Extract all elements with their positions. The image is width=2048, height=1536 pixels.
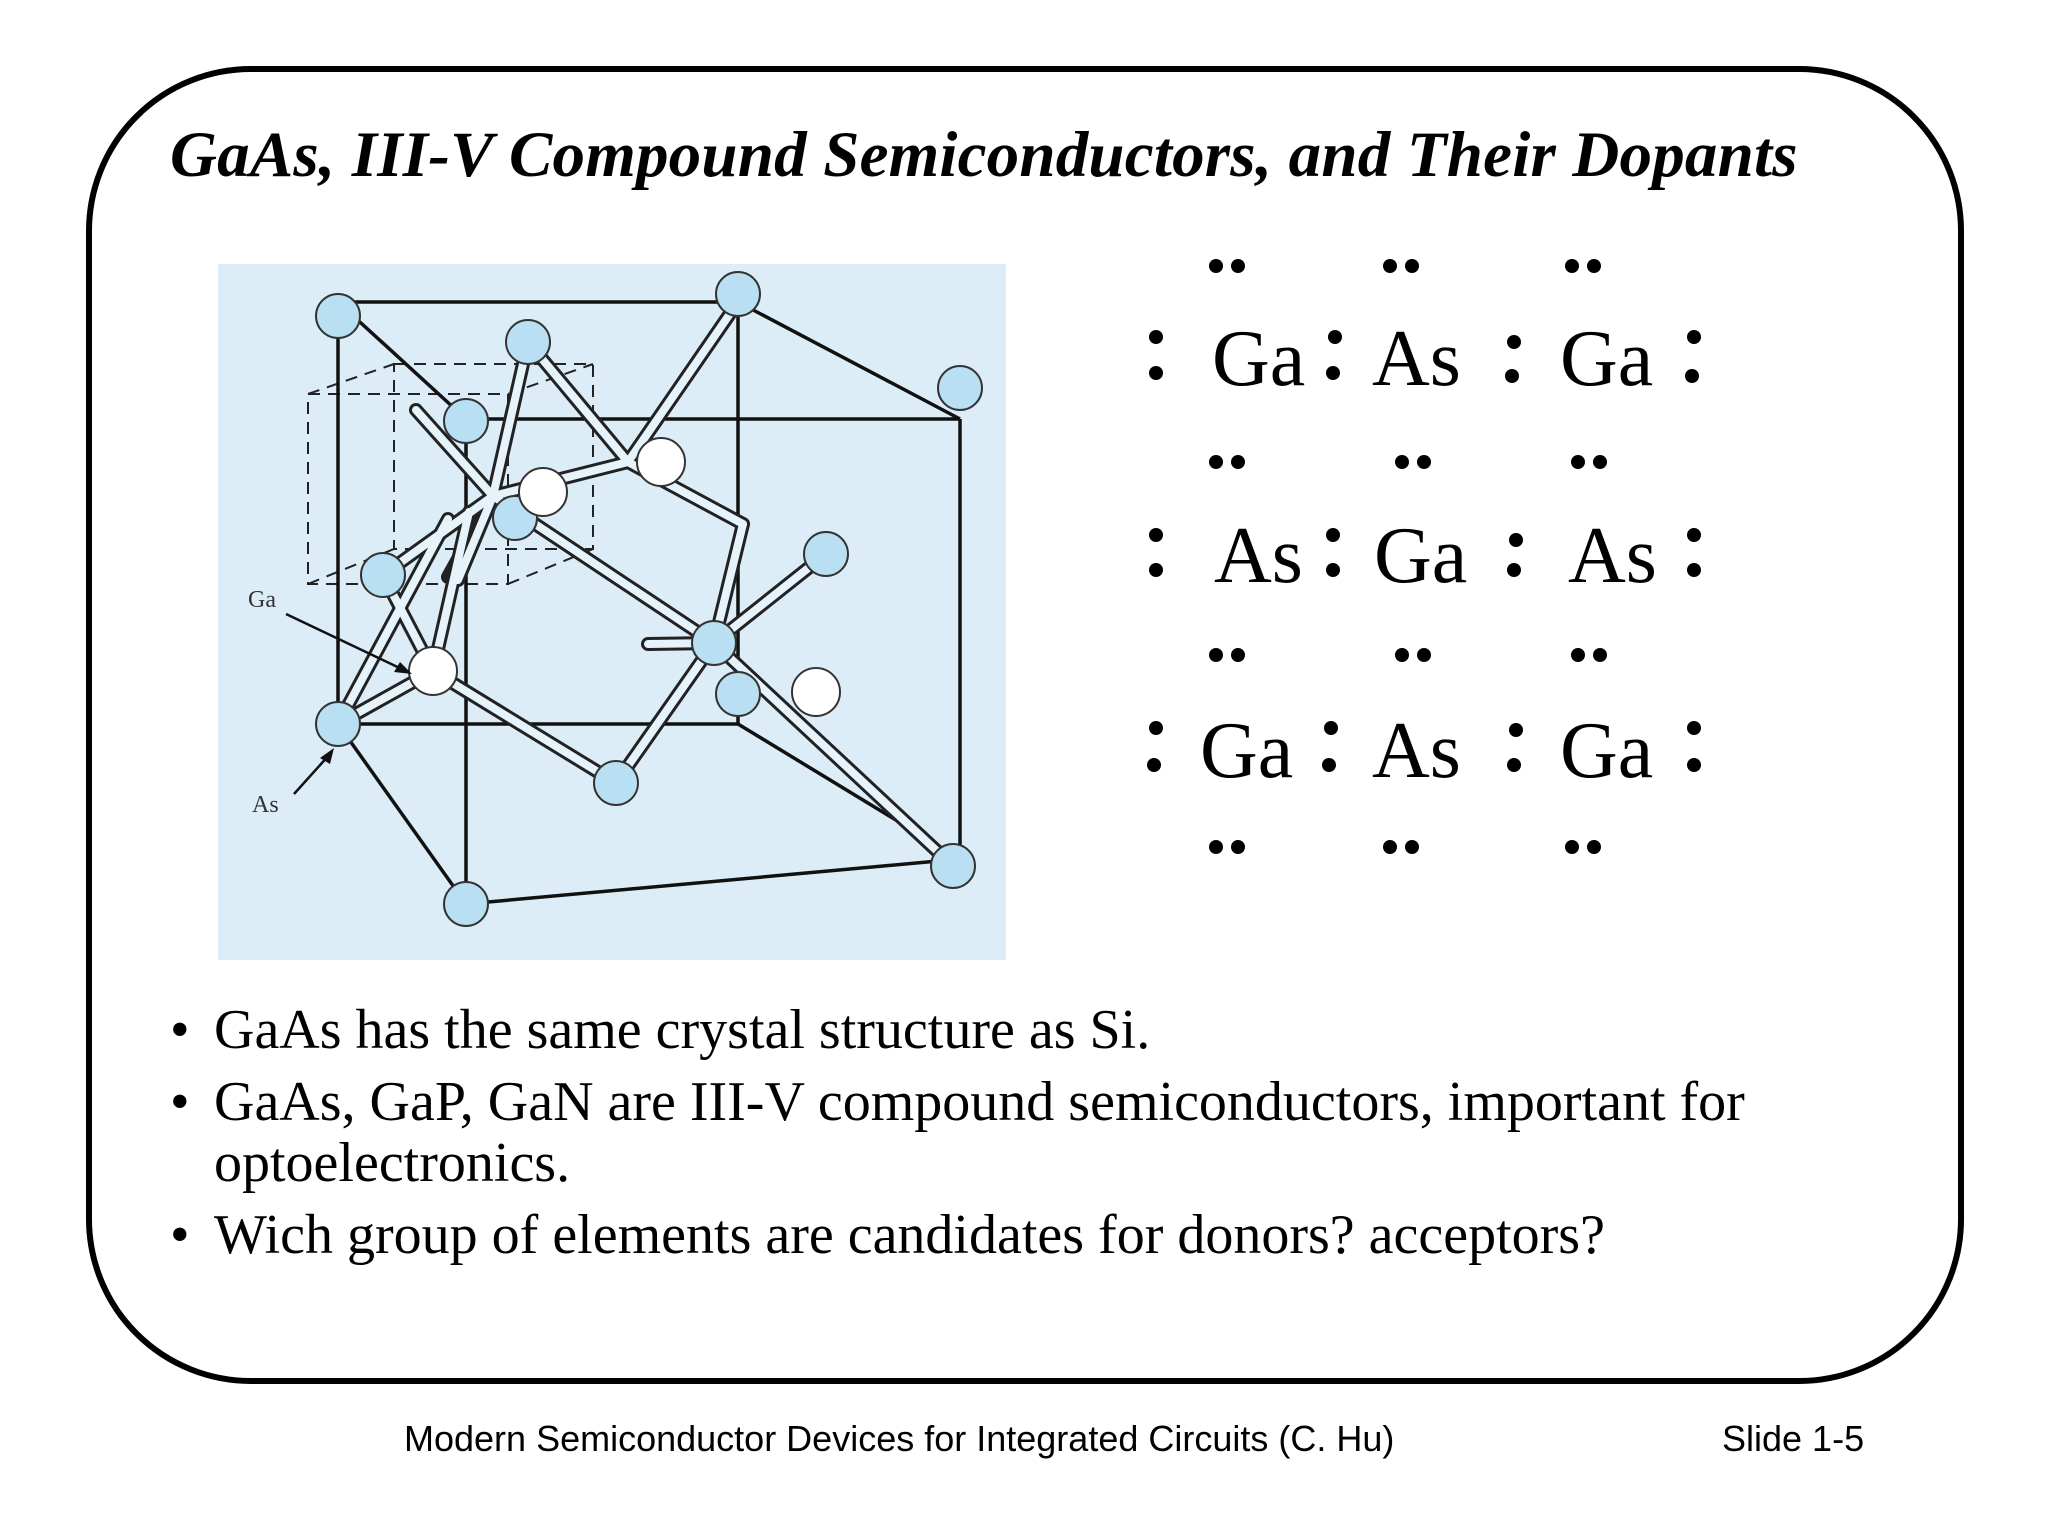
lewis-symbol: Ga [1374,512,1468,600]
as-atom [594,761,638,805]
lewis-symbol: Ga [1212,315,1306,403]
as-atom [444,399,488,443]
lewis-symbol: As [1372,315,1461,403]
as-atom [938,366,982,410]
as-atom [716,272,760,316]
bullet-text: GaAs, GaP, GaN are III-V compound semiconductors, important for optoelectronics. [214,1071,1745,1194]
bullet-marker: • [170,1204,190,1267]
lewis-symbol: Ga [1560,315,1654,403]
bullet-marker: • [170,1071,190,1134]
ga-atom [637,438,685,486]
ga-atom [792,668,840,716]
lewis-dot-structure [1100,230,1760,870]
lewis-symbol: As [1568,512,1657,600]
bullet-item [170,1072,1950,1193]
ga-atom [409,647,457,695]
slide-title: GaAs, III-V Compound Semiconductors, and Their Dopants [170,119,1798,191]
zincblende-crystal-figure [218,264,1006,960]
bullet-list [170,1000,1950,1278]
lewis-symbol: As [1214,512,1303,600]
bullet-item [170,1000,1950,1060]
lewis-symbol: Ga [1560,707,1654,795]
footer-source: Modern Semiconductor Devices for Integrated Circuits (C. Hu) [404,1418,1395,1459]
as-atom [716,672,760,716]
bullet-text: Wich group of elements are candidates for donors? acceptors? [214,1204,1605,1267]
as-atom [444,882,488,926]
ga-atom [519,468,567,516]
bullet-text: GaAs has the same crystal structure as Si. [214,999,1151,1061]
as-label: As [252,792,279,818]
lewis-symbol: As [1372,707,1461,795]
bullet-marker: • [170,999,190,1061]
footer-slide-number: Slide 1-5 [1722,1418,1865,1459]
as-atom [506,320,550,364]
as-atom [316,702,360,746]
ga-label: Ga [248,587,276,613]
lewis-symbol: Ga [1200,707,1294,795]
as-atom [931,844,975,888]
figure-background [218,264,1006,960]
bullet-item [170,1205,1950,1265]
as-atom [804,532,848,576]
lewis-symbols [1200,315,1657,795]
as-atom [361,553,405,597]
as-atom [316,294,360,338]
as-atom [692,621,736,665]
